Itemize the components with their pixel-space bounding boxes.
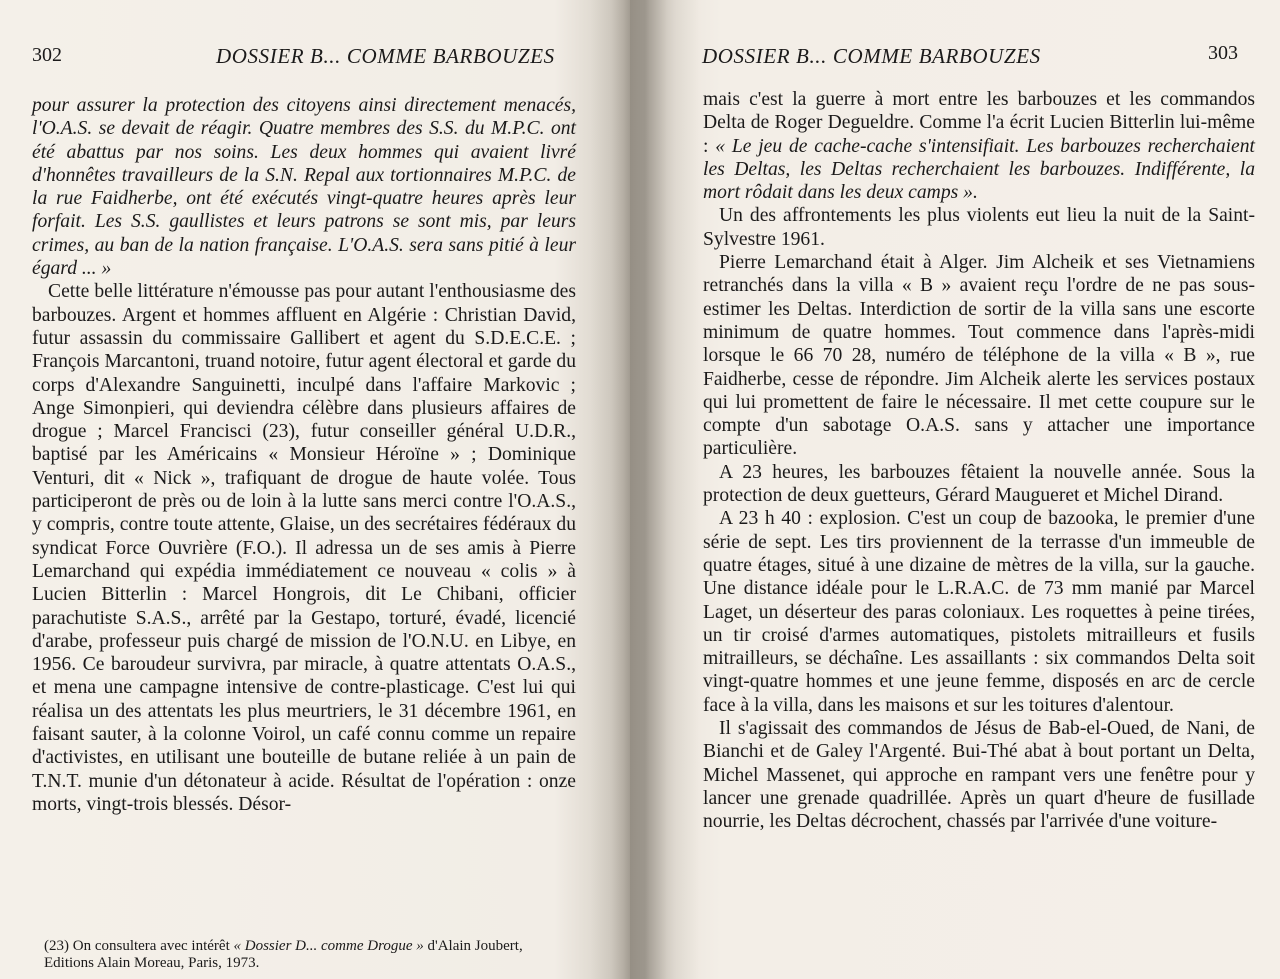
paragraph: mais c'est la guerre à mort entre les barbouzes et les commandos Delta de Roger Degueldre. Comme l'a écrit Lucien Bitterlin lui-même : « Le jeu de cache-cache s'intensifiait. Les barbouzes recherchaient les Deltas, les Deltas recherchaient les barbouzes. Indifférente, la mort rôdait dans les deux camps ». [703, 89, 1255, 204]
left-page [0, 0, 630, 979]
right-body-text [703, 88, 1255, 834]
page-number: 303 [1208, 42, 1238, 64]
page-number: 302 [32, 44, 62, 66]
footnote: (23) On consultera avec intérêt « Dossier D... comme Drogue » d'Alain Joubert, Editions Alain Moreau, Paris, 1973. [44, 938, 523, 971]
paragraph: Pierre Lemarchand était à Alger. Jim Alcheik et ses Vietnamiens retranchés dans la villa « B » avaient reçu l'ordre de ne pas sous-estimer les Deltas. Interdiction de sortir de la villa sans une escorte minimum de quatre hommes. Tout commence dans l'après-midi lorsque le 66 70 28, numéro de téléphone de la villa « B », rue Faidherbe, cesse de répondre. Jim Alcheik alerte les services postaux qui lui promettent de faire le nécessaire. Il met cette coupure sur le compte d'un sabotage O.A.S. sans y attacher une importance particulière. [703, 252, 1255, 460]
paragraph: Il s'agissait des commandos de Jésus de Bab-el-Oued, de Nani, de Bianchi et de Galey l'Argenté. Bui-Thé abat à bout portant un Delta, Michel Massenet, qui approche en rampant vers une fenêtre pour y lancer une grenade quadrillée. Après un quart d'heure de fusillade nourrie, les Deltas décrochent, chassés par l'arrivée d'une voiture- [703, 718, 1255, 833]
paragraph: Cette belle littérature n'émousse pas pour autant l'enthousiasme des barbouzes. Argent et hommes affluent en Algérie : Christian David, futur assassin du commissaire Gallibert et agent du S.D.E.C.E. ; François Marcantoni, truand notoire, futur agent électoral et garde du corps d'Alexandre Sanguinetti, inculpé dans l'affaire Markovic ; Ange Simonpieri, qui deviendra célèbre dans plusieurs affaires de drogue ; Marcel Francisci (23), futur conseiller général U.D.R., baptisé par les Américains « Monsieur Héroïne » ; Dominique Venturi, dit « Nick », trafiquant de drogue de haute volée. Tous participeront de près ou de loin à la lutte sans merci contre l'O.A.S., y compris, contre toute attente, Glaise, un des secrétaires fédéraux du syndicat Force Ouvrière (F.O.). Il adressa un de ses amis à Pierre Lemarchand qui expédia immédiatement ce nouveau « colis » à Lucien Bitterlin : Marcel Hongrois, dit Le Chibani, officier parachutiste S.A.S., arrêté par la Gestapo, torturé, évadé, licencié d'arabe, professeur puis chargé de mission de l'O.N.U. en Libye, en 1956. Ce baroudeur survivra, par miracle, à quatre attentats O.A.S., et mena une campagne intensive de contre-plasticage. C'est lui qui réalisa un des attentats les plus meurtriers, le 31 décembre 1961, en faisant sauter, à la colonne Voirol, un café connu comme un repaire d'activistes, en utilisant une bouteille de butane reliée à un pain de T.N.T. munie d'un détonateur à acide. Résultat de l'opération : onze morts, vingt-trois blessés. Désor- [32, 281, 576, 815]
paragraph: A 23 h 40 : explosion. C'est un coup de bazooka, le premier d'une série de sept. Les tirs proviennent de la terrasse d'un immeuble de quatre étages, situé à une dizaine de mètres de la villa, sur la gauche. Une distance idéale pour le L.R.A.C. de 73 mm manié par Marcel Laget, un déserteur des paras coloniaux. Les roquettes à peine tirées, un tir croisé d'armes automatiques, pistolets mitrailleurs et fusils mitrailleurs, se déchaîne. Les assaillants : six commandos Delta soit vingt-quatre hommes et une jeune femme, disposés en arc de cercle face à la villa, dans les maisons et sur les toitures d'alentour. [703, 508, 1255, 716]
right-page [630, 0, 1280, 979]
paragraph: A 23 heures, les barbouzes fêtaient la nouvelle année. Sous la protection de deux guetteurs, Gérard Maugueret et Michel Dirand. [703, 461, 1255, 507]
running-head: DOSSIER B... COMME BARBOUZES [216, 44, 555, 68]
quoted-paragraph: pour assurer la protection des citoyens ainsi directement menacés, l'O.A.S. se devait de réagir. Quatre membres des S.S. du M.P.C. ont été abattus par nos soins. Les deux hommes qui avaient livré d'honnêtes travailleurs de la S.N. Repal aux tortionnaires M.P.C. de la rue Faidherbe, ont été exécutés vingt-quatre heures après leur forfait. Les S.S. gaullistes et leurs patrons se sont mis, par leurs crimes, au ban de la nation française. L'O.A.S. sera sans pitié à leur égard ... » [32, 95, 576, 280]
paragraph: Un des affrontements les plus violents eut lieu la nuit de la Saint-Sylvestre 1961. [703, 205, 1255, 250]
running-head: DOSSIER B... COMME BARBOUZES [702, 44, 1041, 68]
left-body-text [32, 94, 576, 816]
